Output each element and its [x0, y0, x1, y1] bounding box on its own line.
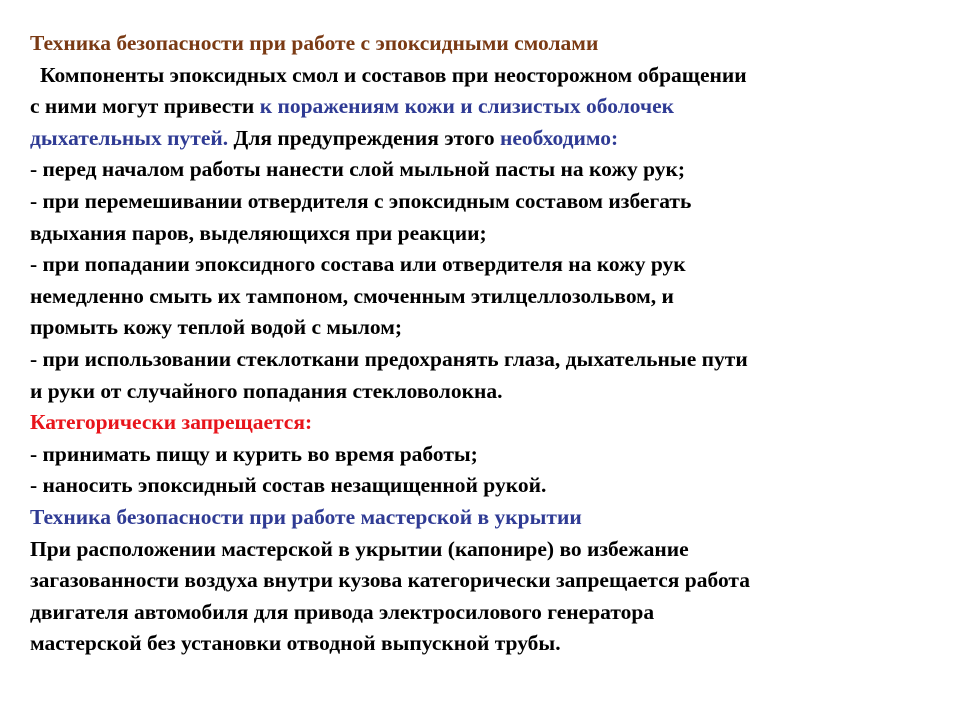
shelter-text-line: мастерской без установки отводной выпускной трубы.: [30, 631, 561, 656]
forbidden-item: - принимать пищу и курить во время работы;: [30, 441, 478, 466]
intro-text: Для предупреждения этого: [228, 125, 500, 150]
rule-item: вдыхания паров, выделяющихся при реакции;: [30, 220, 487, 245]
slide-body: [30, 28, 935, 660]
intro-text: с ними могут привести: [30, 94, 260, 119]
forbidden-heading: Категорически запрещается:: [30, 410, 313, 435]
intro-line-3: [30, 123, 935, 155]
heading-shelter-safety: Техника безопасности при работе мастерской в укрытии: [30, 504, 582, 529]
shelter-text-line: загазованности воздуха внутри кузова категорически запрещается работа: [30, 568, 750, 593]
intro-line-2: [30, 91, 935, 123]
shelter-text-line: При расположении мастерской в укрытии (капонире) во избежание: [30, 536, 689, 561]
intro-line-1: Компоненты эпоксидных смол и составов при неосторожном обращении: [40, 62, 747, 87]
rule-item: - при попадании эпоксидного состава или отвердителя на кожу рук: [30, 252, 686, 277]
forbidden-item: - наносить эпоксидный состав незащищенной рукой.: [30, 473, 547, 498]
rule-item: - перед началом работы нанести слой мыльной пасты на кожу рук;: [30, 157, 686, 182]
rule-item: - при использовании стеклоткани предохранять глаза, дыхательные пути: [30, 346, 748, 371]
intro-highlight: дыхательных путей.: [30, 125, 229, 150]
intro-highlight: к поражениям кожи и слизистых оболочек: [259, 94, 675, 119]
rule-item: и руки от случайного попадания стекловолокна.: [30, 378, 503, 403]
shelter-text-line: двигателя автомобиля для привода электросилового генератора: [30, 599, 655, 624]
intro-highlight: необходимо:: [500, 125, 619, 150]
rule-item: немедленно смыть их тампоном, смоченным этилцеллозольвом, и: [30, 283, 674, 308]
rule-item: - при перемешивании отвердителя с эпоксидным составом избегать: [30, 188, 692, 213]
heading-epoxy-safety: Техника безопасности при работе с эпоксидными смолами: [30, 31, 599, 55]
rule-item: промыть кожу теплой водой с мылом;: [30, 315, 403, 340]
